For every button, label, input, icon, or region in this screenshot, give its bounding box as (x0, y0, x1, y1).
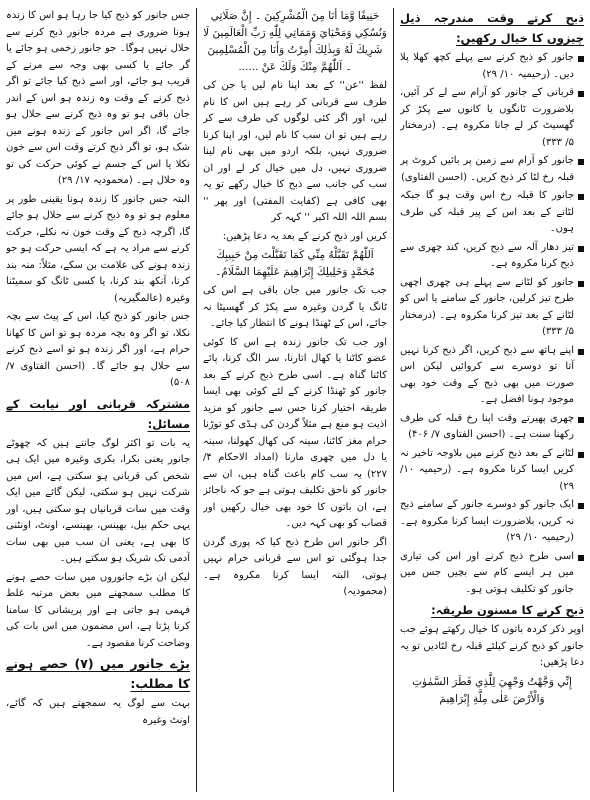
list-item: ایک جانور کو دوسرے جانور کے سامنے ذبح نہ کریں، بلاضرورت ایسا کرنا مکروہ ہے۔ (رحیمیہ ۱۰/ ۲۹) (400, 497, 584, 547)
body-paragraph: البتہ جس جانور کا زندہ ہونا یقینی طور پر معلوم ہو تو وہ ذبح کرنے سے حلال ہو جائے گا، اگرچہ ذبح کے وقت خون نہ نکلے، حرکت کرنے سے مراد یہ ہے کہ ایسی حرکت ہو جو زندہ ہونے کی علامت بن سکے، مثلاً: منہ بند کرنا، آنکھ بند کرنا، یا کسی ٹانگ کو سمیٹنا وغیرہ (عالمگیریہ) (6, 193, 190, 304)
list-item: قربانی کے جانور کو آرام سے لے کر آئیں، بلاضرورت ٹانگوں یا کانوں سے پکڑ کر گھسیٹ کر لے جانا مکروہ ہے۔ (درمختار ۵/ ۳۳۳) (400, 85, 584, 151)
list-item: اپنے ہاتھ سے ذبح کریں، اگر ذبح کرنا نہیں آتا تو دوسرے سے کروائیں لیکن اس صورت میں بھی ذبح کے وقت خود بھی موجود ہونا افضل ہے۔ (400, 343, 584, 409)
section-heading: ذبح کرتے وقت مندرجہ ذیل چیزوں کا خیال رکھیں: (400, 11, 584, 45)
left-column (6, 8, 190, 796)
body-paragraph: اور جب تک جانور زندہ ہے اس کا کوئی عضو کاٹنا یا کھال اتارنا، سر الگ کرنا، پائے کاٹنا گناہ ہے۔ اسی طرح ذبح کرنے کے بعد جانور کو ٹھنڈا کرنے کے لئے کوئی بھی ایسا طریقہ اختیار کرنا جس سے جانور کو مزید اذیت ہو منع ہے مثلاً گردن کی ہڈی کو توڑنا حرام مغز کاٹنا، سینہ کی کھال کھولنا، سینہ یا دل میں چھری مارنا (امداد الاحکام ۴/ ۲۲۷) یہ سب کام باعث گناہ ہیں، ان سے جانور کو ناحق تکلیف ہوتی ہے جو کہ ناجائز ہے، ان باتوں کا خود بھی خیال رکھیں اور قصاب کو بھی کہہ دیں۔ (203, 336, 387, 529)
list-item: جانور کو ذبح کرنے سے پہلے کچھ کھلا پلا دیں۔ (رحیمیہ ۱۰/ ۲۹) (400, 50, 584, 83)
body-paragraph: لفظ ''عن'' کے بعد اپنا نام لیں یا جن کی طرف سے قربانی کر رہے ہیں اس کا نام لیں، اور اگر کئی لوگوں کی طرف سے کر رہے ہیں تو ان سب کا نام لیں، اور اپنا کرنا ضروری نہیں، بلکہ اردو میں بھی نام لینا ضروری نہیں، دل میں خیال کر لے اور ان سب کی جانب سے ذبح کا خیال رکھے تو یہ بھی کافی ہے (کفایت المفتی) اور پھر '' بسم اللہ اللہ اکبر '' کہہ کر (203, 80, 387, 223)
body-paragraph: بہت سے لوگ یہ سمجھتے ہیں کہ گائے، اونٹ وغیرہ (6, 698, 190, 726)
middle-column (203, 8, 387, 796)
body-paragraph: اگر جانور اس طرح ذبح کیا کہ پوری گردن جدا ہوگئی تو اس سے قربانی حرام نہیں ہوتی، البتہ ایسا کرنا مکروہ ہے۔ (محمودیہ) (203, 536, 387, 597)
body-paragraph: اوپر ذکر کردہ باتوں کا خیال رکھتے ہوئے جب جانور کو ذبح کرنے کیلئے قبلہ رخ لٹادیں تو یہ دعا پڑھیں: (400, 624, 584, 668)
section-subheading: ذبح کرنے کا مسنون طریقہ: (431, 603, 584, 617)
body-paragraph: جس جانور کو ذبح کیا، اس کے پیٹ سے بچہ نکلا، تو اگر وہ بچہ مردہ ہو تو اس کا کھانا حرام ہے، اور اگر زندہ ہو تو اسے ذبح کرنے سے حلال ہو جائے گا۔ (احسن الفتاوی ۷/ ۵۰۸) (6, 311, 190, 388)
right-column (400, 8, 584, 796)
list-item: لٹانے کے بعد ذبح کرنے میں بلاوجہ تاخیر نہ کریں ایسا کرنا مکروہ ہے۔ (رحیمیہ ۱۰/ ۲۹) (400, 446, 584, 496)
arabic-supplication: اَللّٰهُمَّ تَقَبَّلْهُ مِنِّي كَمَا تَقَبَّلْتَ مِنْ حَبِيبِكَ مُحَمَّدٍ وَخَلِيلِكَ إِبْرَاهِيمَ عَلَيْهِمَا السَّلَامُ۔ (215, 249, 375, 278)
list-item: جانور کو آرام سے زمین پر بائیں کروٹ پر قبلہ رخ لٹا کر ذبح کریں۔ (احسن الفتاوی) (400, 153, 584, 186)
arabic-supplication: إِنِّي وَجَّهْتُ وَجْهِيَ لِلَّذِي فَطَرَ السَّمٰوٰتِ وَالْأَرْضَ عَلٰى مِلَّةِ إِبْرَاهِيمَ (412, 675, 572, 705)
list-item: جانور کا قبلہ رخ اس وقت ہو گا جبکہ لٹانے کے بعد اس کے پیر قبلہ کی طرف ہوں۔ (400, 188, 584, 238)
body-paragraph: یہ بات تو اکثر لوگ جانتے ہیں کہ چھوٹے جانور یعنی بکرا، بکری وغیرہ میں ایک ہی شخص کی قربانی ہو سکتی ہے، اس میں شرکت نہیں ہو سکتی، لیکن گائے میں ایک وقت میں سات قربانیاں ہو سکتی ہیں، اور یہی حکم بیل، بھینس، بھینسے، اونٹ، اونٹنی کا بھی ہے، یعنی ان سب میں بھی سات آدمی تک شریک ہو سکتے ہیں۔ (6, 437, 190, 564)
list-item: اسی طرح ذبح کرنے اور اس کی تیاری میں ہر ایسے کام سے بچیں جس میں جانور کو تکلیف ہوتی ہو۔ (400, 549, 584, 599)
column-divider (196, 8, 197, 792)
body-paragraph: جب تک جانور میں جان باقی ہے اس کی ٹانگ یا گردن وغیرہ سے پکڑ کر گھسیٹا نہ جائے، اس کے ٹھنڈا ہونے کا انتظار کیا جائے۔ (203, 285, 387, 329)
body-paragraph: لیکن ان بڑے جانوروں میں سات حصے ہونے کا مطلب سمجھنے میں بعض مرتبہ غلط فہمی ہو جاتی ہے اور پریشانی کا سامنا کرنا پڑتا ہے، اس مضمون میں اس بات کی وضاحت کرنا مقصود ہے۔ (6, 571, 190, 649)
list-item: جانور کو لٹانے سے پہلے ہی چھری اچھی طرح تیز کرلیں، جانور کے سامنے یا اس کو لٹانے کے بعد تیز کرنا مکروہ ہے۔ (درمختار ۵/ ۳۳۳) (400, 275, 584, 341)
list-item: تیز دھار آلہ سے ذبح کریں، کند چھری سے ذبح کرنا مکروہ ہے۔ (400, 240, 584, 273)
body-paragraph: جس جانور کو ذبح کیا جا رہا ہو اس کا زندہ ہونا ضروری ہے مردہ جانور ذبح کرنے سے حلال نہیں ہوگا۔ جو جانور زخمی ہو جائے یا گر جائے یا کسی بھی وجہ سے مرنے کے قریب ہو جائے، اور اسے ذبح کیا جائے تو اگر ذبح کرنے کے وقت وہ زندہ ہو اس کے اندر جان باقی ہو تو وہ ذبح کرنے سے حلال ہو جائے گا، اگر اس جانور کے زندہ ہونے میں شک ہو، تو اگر ذبح کرتے وقت اس سے خون نکلا یا اس کے جسم نے کوئی حرکت کی تو وہ حلال ہے۔ (محمودیہ ۱۷/ ۲۹) (6, 10, 190, 186)
body-paragraph: کریں اور ذبح کرنے کے بعد یہ دعا پڑھیں: (222, 230, 387, 242)
section-subheading: بڑے جانور میں (۷) حصے ہونے کا مطلب: (6, 656, 190, 691)
column-divider (393, 8, 394, 792)
list-item: چھری پھیرتے وقت اپنا رخ قبلہ کی طرف رکھنا سنت ہے۔ (احسن الفتاوی ۷/ ۴۰۶) (400, 411, 584, 444)
arabic-supplication: حَنِيفًا وَّمَا أَنَا مِنَ الْمُشْرِكِينَ ۔ إِنَّ صَلَاتِي وَنُسُكِي وَمَحْيَايَ وَمَمَاتِي لِلّٰهِ رَبِّ الْعَالَمِينَ لَا شَرِيكَ لَهُ وَبِذٰلِكَ أُمِرْتُ وَأَنَا مِنَ الْمُسْلِمِينَ ۔ اَللّٰهُمَّ مِنْكَ وَلَكَ عَنْ ...... (203, 10, 387, 73)
section-heading: مشترکہ قربانی اور نیابت کے مسائل: (6, 396, 190, 431)
